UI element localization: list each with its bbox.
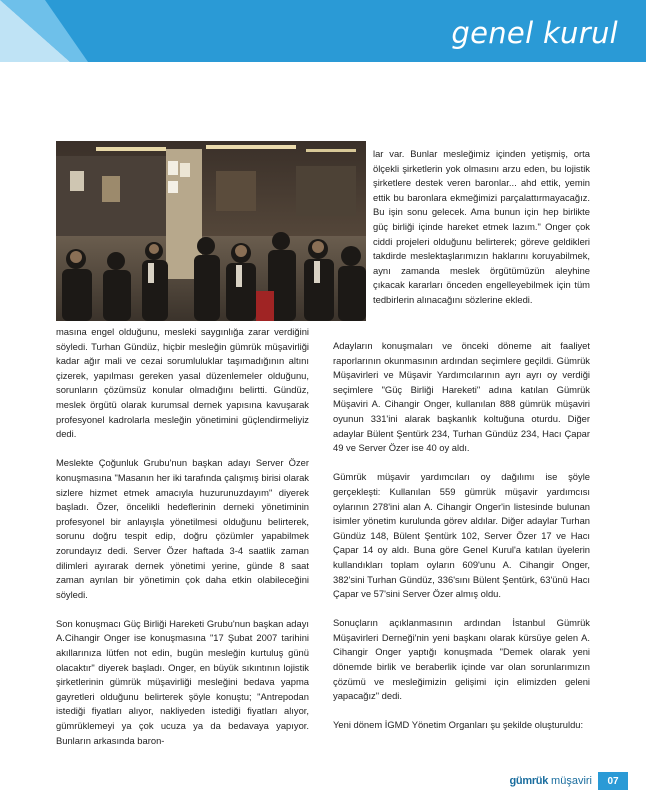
article-column-left	[56, 325, 309, 748]
event-photo	[56, 141, 366, 321]
page-number: 07	[598, 772, 628, 790]
paragraph: Yeni dönem İGMD Yönetim Organları şu şekilde oluşturuldu:	[333, 719, 584, 731]
article-column-right	[333, 339, 590, 733]
section-title: genel kurul	[451, 16, 618, 50]
photo-general-assembly-crowd	[56, 141, 366, 321]
header-band	[0, 0, 646, 62]
paragraph: lar var. Bunlar mesleğimiz içinden yetişmiş, orta ölçekli şirketlerin yok olmasını arzu eden, bu lojistik şirketlere destek veren baronlar... ahd ettik, yemin ettik bu baronlara ekmeğimizi parçalattırmayacağız. Bu işin sonu gelecek. Ama bunun için hep birlikte güç birliği içinde hareket etmek lazım." Onger çok ciddi projeleri olduğunu belirterek; göreve geldikleri takdirde meslektaşlarımızın haklarını koruyabilmek, aynı zamanda meslek örgütümüzün aleyhine çıkacak kararları önceden engelleyebilmek için tüm tedbirlerin alınacağını sözlerine ekledi.	[373, 148, 590, 305]
paragraph: Adayların konuşmaları ve önceki döneme ait faaliyet raporlarının okunmasının ardından seçimlere geçildi. Gümrük Müşavirleri ve Müşavir Yardımcılarının ayrı ayrı oy verdiği seçimlere "Güç Birliği Hareketi" adına katılan Gümrük Müşaviri A. Cihangir Onger, kullanılan 888 gümrük müşaviri oyunun 331'ini alarak başkanlık koltuğuna oturdu. Diğer adaylar Bülent Şentürk 234, Turhan Gündüz 234, Hacı Çapar 49 ve Server Özer ise 40 oy aldı.	[333, 340, 590, 454]
paragraph: masına engel olduğunu, mesleki saygınlığa zarar verdiğini söyledi. Turhan Gündüz, hiçbir mesleğin gümrük müşavirliği kadar ağır mali ve cezai sorumluluklar taşımadığının altını çizerek, yapılması gereken yasal düzenlemeler olduğunu, sorunların çözümsüz konular olmadığını belirtti. Gündüz, meslek örgütü olarak kurumsal dernek yapısına kavuşarak profesyonel kadrolarla mesleğin yönetimini güçlendirmeliyiz dedi.	[56, 326, 309, 440]
page-footer	[510, 772, 629, 790]
magazine-name-regular: müşaviri	[551, 775, 592, 787]
paragraph: Gümrük müşavir yardımcıları oy dağılımı ise şöyle gerçekleşti: Kullanılan 559 gümrük müşavir yardımcısı oylarının 278'ini alan A. Cihangir Onger'in listesinde bulunan isimler yönetim kurulunda görev aldılar. Diğer adaylar Turhan Gündüz 148, Bülent Şentürk 102, Server Özer 17 ve Hacı Çapar 14 oy aldı. Buna göre Genel Kurul'a katılan üyelerin kullandıkları toplam oyların 609'unu A. Cihangir Onger, 382'sini Turhan Gündüz, 336'sını Bülent Şentürk, 63'ünü Hacı Çapar ve 57'sini Server Özer almış oldu.	[333, 471, 590, 600]
magazine-name-bold: gümrük	[509, 775, 549, 787]
paragraph: Sonuçların açıklanmasının ardından İstanbul Gümrük Müşavirleri Derneği'nin yeni başkanı olarak kürsüye gelen A. Cihangir Onger yaptığı konuşmada "Demek olarak yeni dönemde birlik ve beraberlik içinde var olan sorunlarımızın çözümü ve mesleğimizin gelişimi için elimizden geleni yapacağız" dedi.	[333, 617, 590, 702]
article-column-top-right	[373, 147, 590, 308]
paragraph: Meslekte Çoğunluk Grubu'nun başkan adayı Server Özer konuşmasına "Masanın her iki tarafında çalışmış birisi olarak sizlere hizmet etmek amacıyla huzurunuzdayım" diyerek başladı. Özer, öncelikli hedeflerinin derneki yönetiminin profesyonel bir anlayışla yönetilmesi olduğunu belirterek, sorunu doğru tespit edip, doğru çözümler yapabilmek zorundayız dedi. Server Özer haftada 3-4 saatlik zaman dilimleri ayırarak dernek yönetimi yerine, günde 8 saat zaman ayrılan bir yönetimin çok daha etkin olabileceğini söyledi.	[56, 457, 309, 600]
paragraph: Son konuşmacı Güç Birliği Hareketi Grubu'nun başkan adayı A.Cihangir Onger ise konuşmasına "17 Şubat 2007 tarihini akıllarınıza lütfen not edin, bugün mesleğin kurtuluş günü olacaktır" diyerek başladı. Onger, en büyük sıkıntının lojistik şirketlerinin gümrük müşavirliği mesleğini bedava yapma gayretleri olduğunu belirterek şöyle konuştu; "Antrepodan istediği fiyatları alıyor, nakliyeden istediği fiyatları alıyor, gümrüklemeyi ya çok ucuza ya da bedavaya yapıyor. Bunların arkasında baron-	[56, 617, 309, 746]
